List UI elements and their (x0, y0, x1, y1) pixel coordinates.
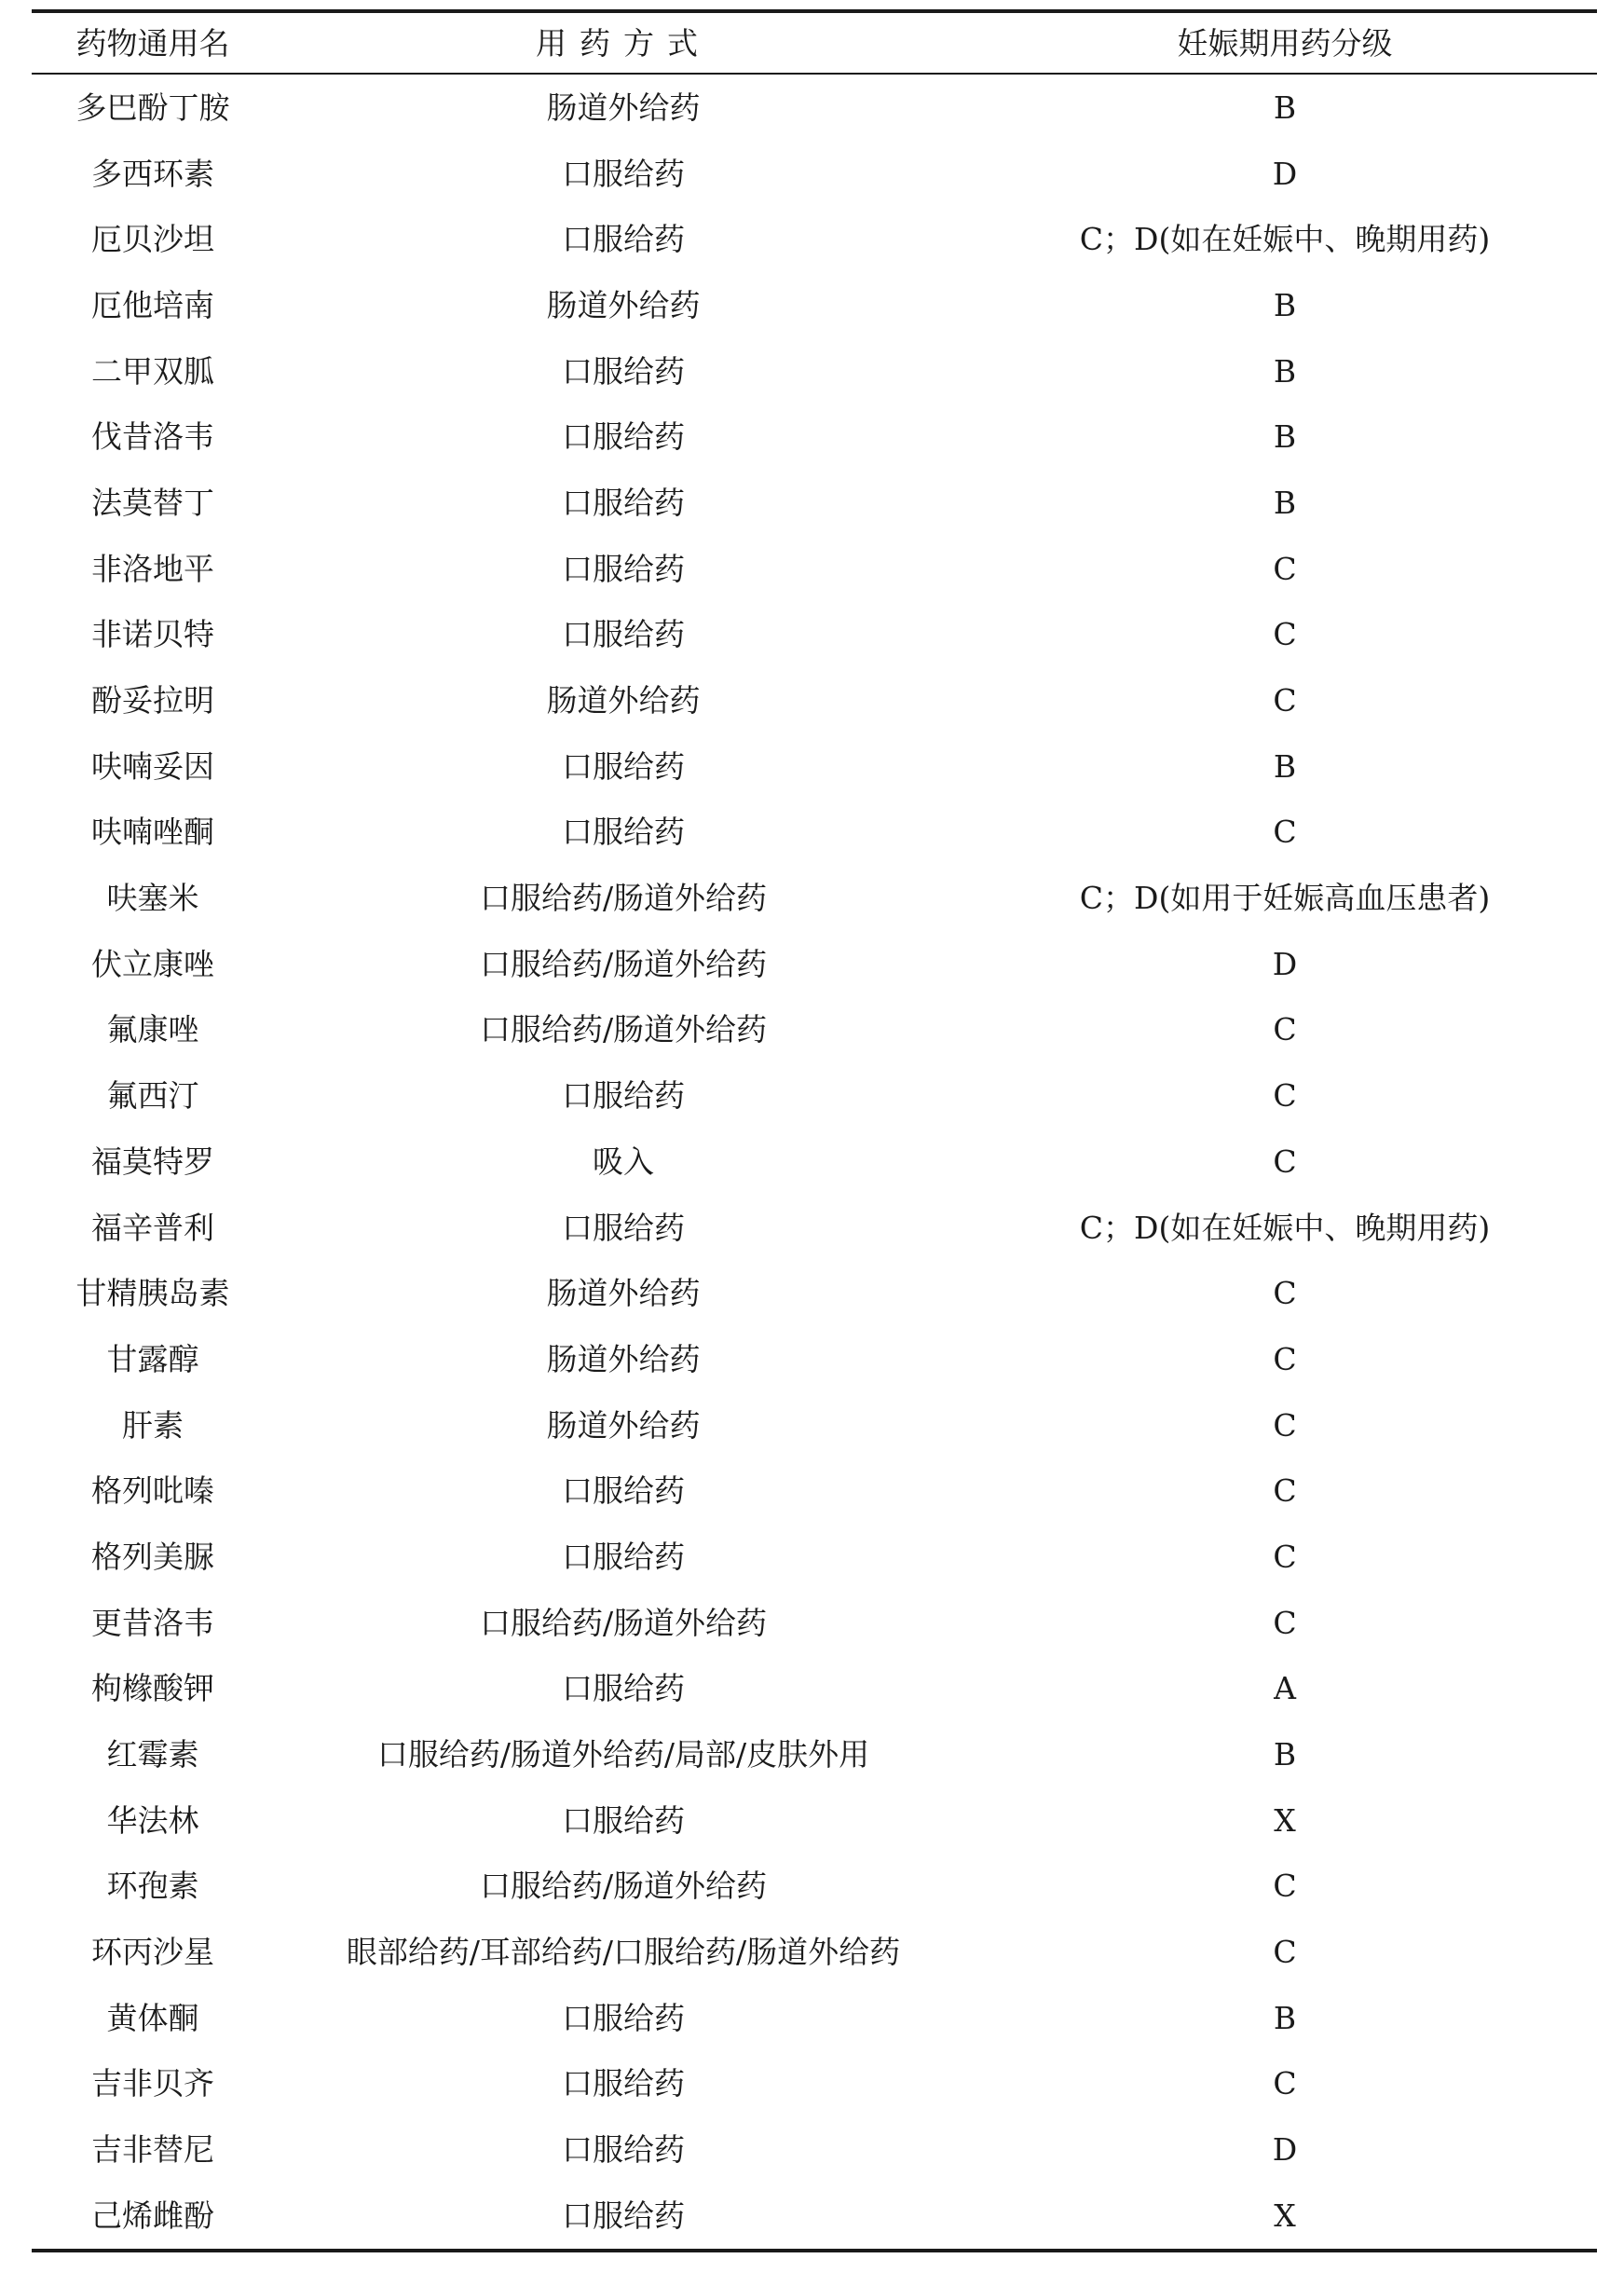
route-cell: 口服给药 (562, 2131, 685, 2169)
table-row (32, 1392, 1597, 1458)
drug-name-cell: 多巴酚丁胺 (75, 89, 230, 126)
drug-name-cell: 黄体酮 (106, 1999, 199, 2036)
drug-name-cell: 红霉素 (106, 1736, 199, 1773)
route-cell: 口服给药 (562, 616, 685, 653)
route-cell: 肠道外给药 (546, 1340, 701, 1377)
route-cell: 口服给药 (562, 814, 685, 851)
grade-cell: C；D(如在妊娠中、晚期用药) (1079, 221, 1491, 258)
grade-cell: B (1273, 286, 1297, 323)
grade-cell: C (1273, 1934, 1297, 1971)
table-row (32, 2051, 1597, 2117)
drug-name-cell: 氟康唑 (106, 1011, 199, 1048)
table-row (32, 75, 1597, 141)
grade-cell: C (1273, 1538, 1297, 1575)
route-cell: 口服给药 (562, 2065, 685, 2102)
grade-cell: C (1273, 1011, 1297, 1048)
grade-cell: C (1273, 616, 1297, 653)
grade-cell: C (1273, 1143, 1297, 1180)
route-cell: 口服给药/肠道外给药 (479, 1604, 768, 1641)
grade-cell: D (1272, 945, 1298, 982)
drug-name-cell: 格列吡嗪 (91, 1472, 214, 1510)
route-cell: 口服给药/肠道外给药/局部/皮肤外用 (376, 1736, 870, 1773)
table-row (32, 141, 1597, 207)
drug-name-cell: 氟西汀 (106, 1077, 199, 1115)
table-row (32, 1590, 1597, 1656)
drug-name-cell: 呋塞米 (106, 880, 199, 917)
table-row (32, 1524, 1597, 1590)
table-row (32, 206, 1597, 272)
drug-name-cell: 环丙沙星 (91, 1934, 214, 1971)
table-body (32, 75, 1597, 2249)
table-row (32, 1458, 1597, 1524)
drug-name-cell: 伐昔洛韦 (91, 418, 214, 456)
table-row (32, 2116, 1597, 2183)
route-cell: 口服给药 (562, 484, 685, 521)
grade-cell: C (1273, 1868, 1297, 1905)
route-cell: 肠道外给药 (546, 1275, 701, 1312)
grade-cell: C (1273, 814, 1297, 851)
route-cell: 口服给药 (562, 352, 685, 390)
route-cell: 口服给药 (562, 1999, 685, 2036)
table-row (32, 1260, 1597, 1326)
route-cell: 肠道外给药 (546, 1406, 701, 1444)
grade-cell: C (1273, 1472, 1297, 1510)
route-cell: 口服给药 (562, 2197, 685, 2234)
drug-name-cell: 呋喃妥因 (91, 747, 214, 785)
drug-name-cell: 多西环素 (91, 155, 214, 192)
drug-name-cell: 福辛普利 (91, 1209, 214, 1246)
route-cell: 口服给药/肠道外给药 (479, 945, 768, 982)
route-cell: 吸入 (593, 1143, 654, 1180)
drug-name-cell: 福莫特罗 (91, 1143, 214, 1180)
drug-name-cell: 伏立康唑 (91, 945, 214, 982)
drug-name-cell: 吉非贝齐 (91, 2065, 214, 2102)
grade-cell: C (1273, 682, 1297, 719)
drug-name-cell: 法莫替丁 (91, 484, 214, 521)
table-row (32, 1854, 1597, 1920)
table-row (32, 1985, 1597, 2051)
table-row (32, 602, 1597, 668)
drug-name-cell: 非诺贝特 (91, 616, 214, 653)
drug-name-cell: 肝素 (122, 1406, 184, 1444)
table-row (32, 733, 1597, 800)
grade-cell: B (1273, 352, 1297, 390)
drug-name-cell: 甘精胰岛素 (75, 1275, 230, 1312)
route-cell: 口服给药 (562, 747, 685, 785)
route-cell: 口服给药 (562, 1472, 685, 1510)
table-row (32, 272, 1597, 338)
drug-name-cell: 环孢素 (106, 1868, 199, 1905)
route-cell: 口服给药 (562, 1209, 685, 1246)
grade-cell: X (1274, 2197, 1296, 2234)
table-row (32, 1326, 1597, 1392)
drug-name-cell: 厄贝沙坦 (91, 221, 214, 258)
table-row (32, 1129, 1597, 1195)
route-cell: 口服给药 (562, 1538, 685, 1575)
table-row (32, 536, 1597, 602)
drug-name-cell: 呋喃唑酮 (91, 814, 214, 851)
drug-name-cell: 二甲双胍 (91, 352, 214, 390)
table-row (32, 865, 1597, 931)
drug-name-cell: 枸橼酸钾 (91, 1670, 214, 1707)
table-row (32, 800, 1597, 866)
route-cell: 肠道外给药 (546, 682, 701, 719)
table-row (32, 931, 1597, 997)
route-cell: 口服给药 (562, 1670, 685, 1707)
grade-cell: B (1273, 1736, 1297, 1773)
table-row (32, 667, 1597, 733)
route-cell: 肠道外给药 (546, 286, 701, 323)
table-row (32, 1656, 1597, 1722)
table-header-row (32, 13, 1597, 73)
table-row (32, 1919, 1597, 1985)
table-row (32, 1721, 1597, 1787)
drug-name-cell: 非洛地平 (91, 550, 214, 587)
route-cell: 口服给药/肠道外给药 (479, 1011, 768, 1048)
header-drug-name: 药物通用名 (75, 24, 230, 62)
table-row (32, 1787, 1597, 1854)
drug-pregnancy-table (32, 9, 1597, 2252)
grade-cell: D (1272, 155, 1298, 192)
table-row (32, 1195, 1597, 1261)
grade-cell: B (1273, 89, 1297, 126)
grade-cell: C；D(如用于妊娠高血压患者) (1079, 880, 1491, 917)
table-row (32, 470, 1597, 536)
grade-cell: B (1273, 1999, 1297, 2036)
header-route: 用药方式 (536, 24, 711, 62)
route-cell: 口服给药 (562, 221, 685, 258)
route-cell: 口服给药/肠道外给药 (479, 880, 768, 917)
route-cell: 眼部给药/耳部给药/口服给药/肠道外给药 (346, 1934, 901, 1971)
grade-cell: B (1273, 418, 1297, 456)
route-cell: 口服给药/肠道外给药 (479, 1868, 768, 1905)
drug-name-cell: 吉非替尼 (91, 2131, 214, 2169)
grade-cell: C (1273, 1340, 1297, 1377)
drug-name-cell: 酚妥拉明 (91, 682, 214, 719)
grade-cell: C (1273, 1604, 1297, 1641)
drug-name-cell: 格列美脲 (91, 1538, 214, 1575)
grade-cell: B (1273, 484, 1297, 521)
route-cell: 口服给药 (562, 1077, 685, 1115)
grade-cell: X (1274, 1801, 1296, 1839)
drug-name-cell: 更昔洛韦 (91, 1604, 214, 1641)
table-row (32, 997, 1597, 1063)
route-cell: 口服给药 (562, 1801, 685, 1839)
grade-cell: C (1273, 2065, 1297, 2102)
grade-cell: B (1273, 747, 1297, 785)
route-cell: 口服给药 (562, 550, 685, 587)
grade-cell: C；D(如在妊娠中、晚期用药) (1079, 1209, 1491, 1246)
grade-cell: C (1273, 550, 1297, 587)
grade-cell: C (1273, 1275, 1297, 1312)
route-cell: 肠道外给药 (546, 89, 701, 126)
drug-name-cell: 华法林 (106, 1801, 199, 1839)
grade-cell: D (1272, 2131, 1298, 2169)
table-bottom-rule (32, 2249, 1597, 2252)
table-row (32, 2183, 1597, 2249)
drug-name-cell: 厄他培南 (91, 286, 214, 323)
table-row (32, 1062, 1597, 1129)
header-grade: 妊娠期用药分级 (1177, 24, 1393, 62)
grade-cell: C (1273, 1077, 1297, 1115)
route-cell: 口服给药 (562, 418, 685, 456)
grade-cell: C (1273, 1406, 1297, 1444)
grade-cell: A (1274, 1670, 1296, 1707)
drug-name-cell: 甘露醇 (106, 1340, 199, 1377)
drug-name-cell: 己烯雌酚 (91, 2197, 214, 2234)
route-cell: 口服给药 (562, 155, 685, 192)
table-row (32, 338, 1597, 404)
table-row (32, 404, 1597, 470)
